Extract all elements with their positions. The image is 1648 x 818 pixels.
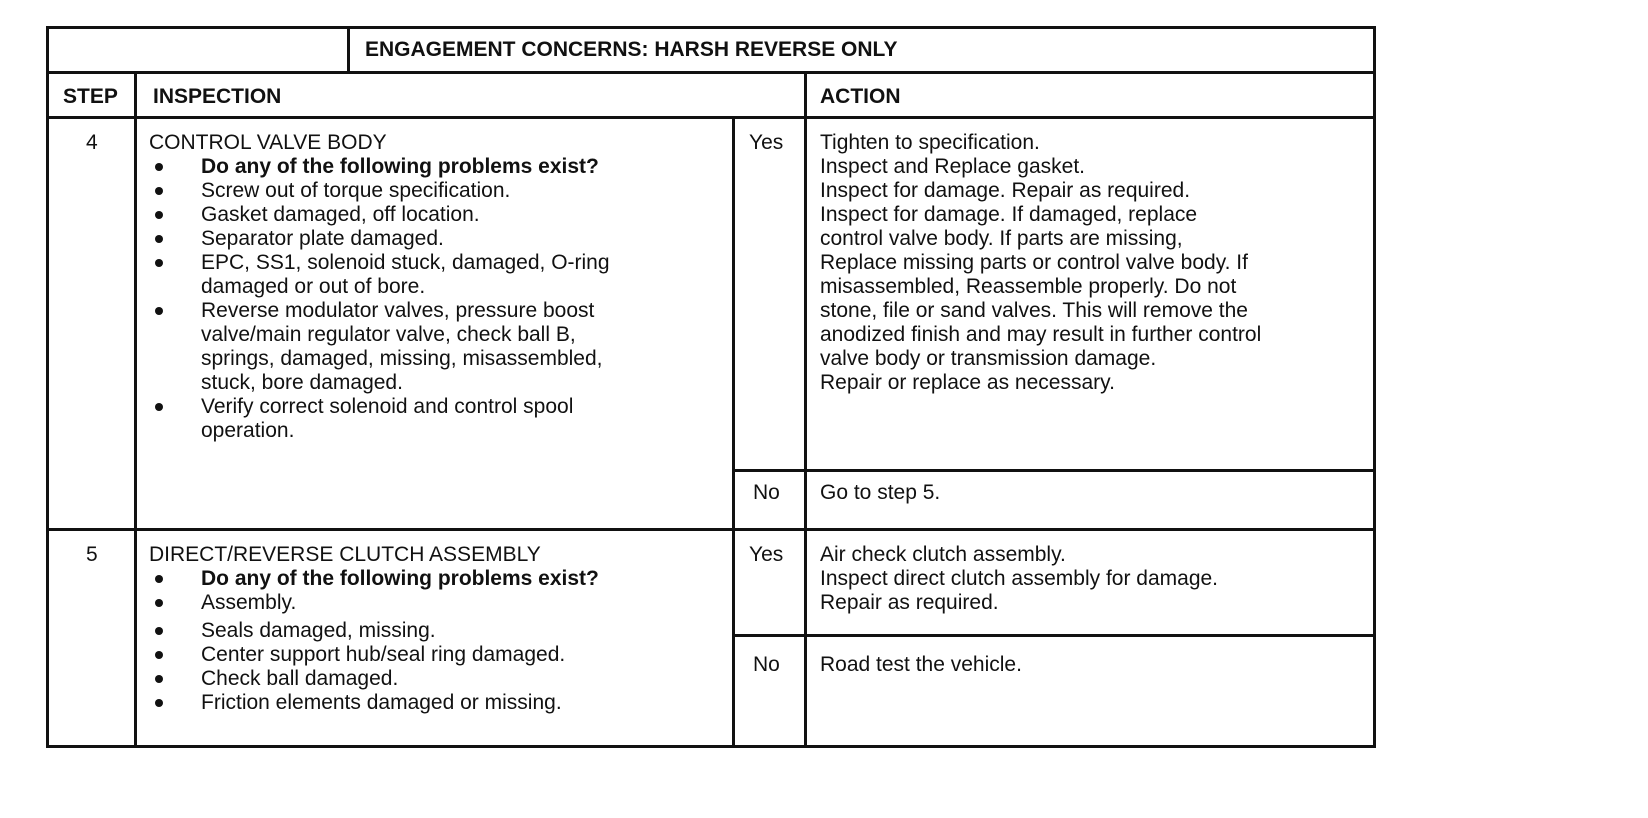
action-line: Inspect direct clutch assembly for damage. <box>820 567 1219 590</box>
row-divider <box>49 528 1373 531</box>
bullet-icon <box>155 187 163 195</box>
bullet-icon <box>155 403 163 411</box>
action-line: control valve body. If parts are missing, <box>820 227 1183 250</box>
inspection-item-continued: damaged or out of bore. <box>201 275 426 298</box>
bullet-icon <box>155 599 163 607</box>
bullet-icon <box>155 699 163 707</box>
action-line: Replace missing parts or control valve body. If <box>820 251 1248 274</box>
yes-no-divider <box>733 469 1373 472</box>
action-column-divider <box>804 72 807 745</box>
bullet-icon <box>155 235 163 243</box>
inspection-item-continued: stuck, bore damaged. <box>201 371 403 394</box>
action-line: anodized finish and may result in further control <box>820 323 1262 346</box>
header-step: STEP <box>63 85 118 108</box>
action-line: Road test the vehicle. <box>820 653 1022 676</box>
bullet-icon <box>155 627 163 635</box>
yes-label: Yes <box>749 131 784 154</box>
step-number: 5 <box>86 543 98 566</box>
title-left-divider <box>347 29 350 72</box>
bullet-icon <box>155 259 163 267</box>
inspection-title: CONTROL VALVE BODY <box>149 131 387 154</box>
bullet-icon <box>155 307 163 315</box>
action-line: Inspect for damage. Repair as required. <box>820 179 1191 202</box>
yes-no-divider <box>733 634 1373 637</box>
bullet-icon <box>155 575 163 583</box>
inspection-item-continued: valve/main regulator valve, check ball B, <box>201 323 576 346</box>
no-label: No <box>753 481 780 504</box>
action-line: valve body or transmission damage. <box>820 347 1157 370</box>
bullet-icon <box>155 651 163 659</box>
diagnostic-table: ENGAGEMENT CONCERNS: HARSH REVERSE ONLY STEP INSPECTION ACTION 4 CONTROL VALVE BODY Do any of the following problems exist? Screw out of torque specification. Gasket damaged, off location. Separator plate damaged. EPC, SS1, solenoid stuck, damaged, O-ring damaged or out of bore. Reverse modulator valves, pressure boost valve/main regulator valve, check ball B, springs, damaged, missing, misassembled, stuck, bore damaged. Verify correct solenoid and control spool operation. Yes Tighten to specification. Inspect and Replace gasket. Inspect for damage. Repair as required. Inspect for damage. If damaged, replace control valve body. If parts are missing, Replace missing parts or control valve body. If misassembled, Reassemble properly. Do not stone, file or sand valves. This will remove the anodized finish and may result in further control valve body or transmission damage. Repair or replace as necessary. No Go to step 5. 5 DIRECT/REVERSE CLUTCH ASSEMBLY Do any of the following problems exist? Assembly. Seals damaged, missing. Center support hub/seal ring damaged. Check ball damaged. Friction elements damaged or missing. Yes Air check clutch assembly. Inspect direct clutch assembly for damage. Repair as required. No Road test the vehicle. <box>46 26 1376 748</box>
action-line: stone, file or sand valves. This will remove the <box>820 299 1248 322</box>
action-line: Air check clutch assembly. <box>820 543 1066 566</box>
action-line: Inspect and Replace gasket. <box>820 155 1086 178</box>
bullet-icon <box>155 163 163 171</box>
yes-label: Yes <box>749 543 784 566</box>
action-line: Tighten to specification. <box>820 131 1040 154</box>
inspection-item-continued: springs, damaged, missing, misassembled, <box>201 347 603 370</box>
header-row-divider <box>49 116 1373 119</box>
bullet-icon <box>155 675 163 683</box>
title-row-divider <box>49 71 1373 74</box>
action-line: Repair as required. <box>820 591 999 614</box>
header-action: ACTION <box>820 85 901 108</box>
step-number: 4 <box>86 131 98 154</box>
action-line: Repair or replace as necessary. <box>820 371 1115 394</box>
step-column-divider <box>134 72 137 745</box>
inspection-title: DIRECT/REVERSE CLUTCH ASSEMBLY <box>149 543 541 566</box>
bullet-icon <box>155 211 163 219</box>
table-title: ENGAGEMENT CONCERNS: HARSH REVERSE ONLY <box>365 38 898 61</box>
inspection-item-continued: operation. <box>201 419 295 442</box>
action-line: Go to step 5. <box>820 481 941 504</box>
yesno-column-divider <box>732 117 735 745</box>
header-inspection: INSPECTION <box>153 85 282 108</box>
no-label: No <box>753 653 780 676</box>
action-line: misassembled, Reassemble properly. Do not <box>820 275 1237 298</box>
action-line: Inspect for damage. If damaged, replace <box>820 203 1198 226</box>
